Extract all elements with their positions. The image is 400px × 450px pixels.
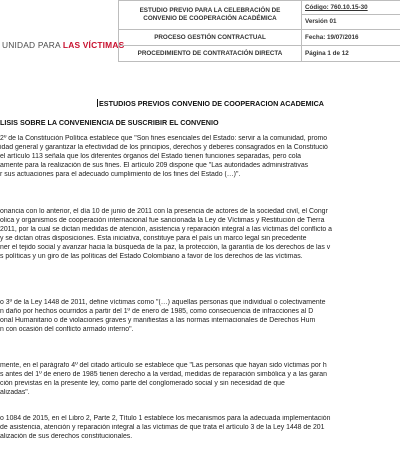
process-name: PROCESO GESTIÓN CONTRACTUAL: [119, 30, 302, 46]
paragraph-line: s políticas y un giro de las políticas del Estado Colombiano a favor de los derechos de las víctimas.: [0, 252, 303, 260]
document-header: [0, 0, 400, 86]
paragraph-line: onal Humanitario o de violaciones graves y manifiestas a las normas internacionales de Derechos Hum: [0, 316, 316, 324]
section-title: LISIS SOBRE LA CONVENIENCIA DE SUSCRIBIR EL CONVENIO: [0, 118, 219, 127]
paragraph-line: olica y organismos de cooperación internacional fue sancionada la Ley de Víctimas y Restitución de Tierra: [0, 216, 325, 224]
document-title: ESTUDIOS PREVIOS CONVENIO DE COOPERACION ACADEMICA: [99, 99, 324, 108]
paragraph-line: 2º de la Constitución Política establece que "Son fines esenciales del Estado: servir a la comunidad, promo: [0, 135, 328, 142]
paragraph-line: onancia con lo anterior, el día 10 de junio de 2011 con la presencia de actores de la sociedad civil, el Congr: [0, 208, 328, 215]
paragraph-line: de asistencia, atención y reparación integral a las víctimas de que trata el artículo 3 de la Ley 1448 de 201: [0, 423, 325, 431]
paragraph-line: amente para la realización de sus fines. El artículo 209 dispone que "Las autoridades administrativas: [0, 161, 309, 169]
meta-cell-group: [302, 1, 400, 30]
page-number: Página 1 de 12: [302, 46, 400, 62]
logo: [0, 30, 125, 60]
logo-text: UNIDAD PARA LAS VÍCTIMAS: [2, 40, 125, 50]
document-version: Versión 01: [305, 18, 337, 25]
paragraph-1: [0, 135, 400, 180]
document-type-title: ESTUDIO PREVIO PARA LA CELEBRACIÓN DE CONVENIO DE COOPERACIÓN ACADÉMICA: [119, 1, 302, 30]
procedure-name: PROCEDIMIENTO DE CONTRATACIÓN DIRECTA: [119, 46, 302, 62]
paragraph-line: 2011, por la cual se dictan medidas de atención, asistencia y reparación integral a las víctimas del conflicto a: [0, 225, 332, 233]
paragraph-line: alización de sus derechos constitucionales.: [0, 432, 133, 440]
paragraph-line: y se dictan otras disposiciones. Esta iniciativa, constituye para el país un marco legal sin precedente: [0, 234, 307, 242]
text-cursor: [97, 99, 98, 107]
paragraph-line: ción previstas en la presente ley, como parte del conglomerado social y sin necesidad de que: [0, 379, 285, 387]
paragraph-line: n con ocasión del conflicto armado interno".: [0, 325, 134, 333]
paragraph-line: alizadas".: [0, 388, 30, 396]
paragraph-line: o 1084 de 2015, en el Libro 2, Parte 2, Título 1 establece los mecanismos para la adecuada implementación: [0, 415, 331, 422]
document-code: Código: 760.10.15-30: [305, 4, 368, 11]
paragraph-5: [0, 415, 400, 442]
paragraph-2: [0, 208, 400, 261]
paragraph-line: r sus actuaciones para el adecuado cumplimiento de los fines del Estado (…)".: [0, 170, 241, 178]
document-date: Fecha: 19/07/2016: [302, 30, 400, 46]
paragraph-line: s antes del 1º de enero de 1985 tienen derecho a la verdad, medidas de reparación simbólica y a las garan: [0, 370, 327, 378]
paragraph-line: ner el tejido social y avanzar hacia la búsqueda de la paz, la protección, la garantía de los derechos de las v: [0, 243, 331, 251]
paragraph-4: [0, 362, 400, 398]
paragraph-line: mente, en el parágrafo 4º del citado artículo se establece que "Las personas que hayan sido víctimas por h: [0, 362, 327, 369]
paragraph-3: [0, 299, 400, 335]
paragraph-line: n daño por hechos ocurridos a partir del 1º de enero de 1985, como consecuencia de infracciones al D: [0, 307, 314, 315]
header-table: [118, 0, 400, 62]
paragraph-line: o 3º de la Ley 1448 de 2011, define víctimas como "(…) aquellas personas que individual o colectivamente: [0, 299, 326, 306]
paragraph-line: idad general y garantizar la efectividad de los principios, derechos y deberes consagrados en la Constitució: [0, 143, 328, 151]
paragraph-line: el artículo 113 señala que los diferentes órganos del Estado tienen funciones separadas, pero cola: [0, 152, 301, 160]
